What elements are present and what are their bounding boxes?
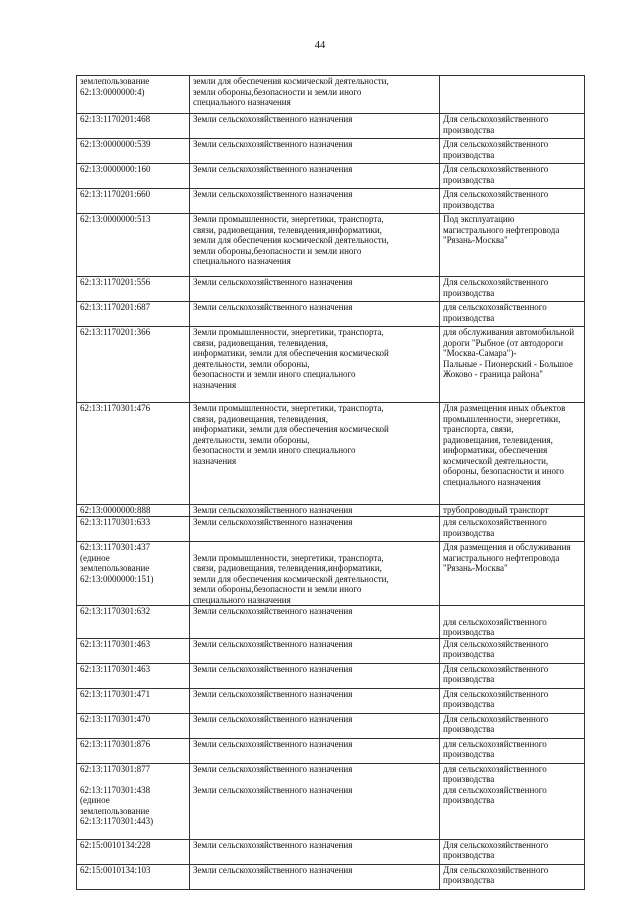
cadastral-number-cell: 62:15:0010134:228 xyxy=(77,839,190,864)
table-row xyxy=(77,164,585,189)
table-row xyxy=(77,505,585,517)
permitted-use-cell: Для размещения и обслуживания магистрального нефтепровода "Рязань-Москва" xyxy=(440,542,585,606)
land-category-cell: Земли сельскохозяйственного назначения xyxy=(190,864,440,889)
cadastral-number-cell: 62:13:1170201:468 xyxy=(77,114,190,139)
land-category-cell: Земли сельскохозяйственного назначения xyxy=(190,638,440,663)
land-category-cell: Земли сельскохозяйственного назначения xyxy=(190,606,440,639)
cadastral-number-cell: 62:13:1170301:632 xyxy=(77,606,190,639)
permitted-use-cell: для сельскохозяйственного производства xyxy=(440,302,585,327)
land-category-cell: Земли сельскохозяйственного назначения xyxy=(190,277,440,302)
permitted-use-cell: трубопроводный транспорт xyxy=(440,505,585,517)
cadastral-number-cell: 62:13:1170301:470 xyxy=(77,713,190,738)
table-row xyxy=(77,517,585,542)
permitted-use-cell: Для сельскохозяйственного производства xyxy=(440,114,585,139)
table-row xyxy=(77,403,585,505)
permitted-use-cell: Для сельскохозяйственного производства xyxy=(440,688,585,713)
permitted-use-cell: Под эксплуатацию магистрального нефтепровода "Рязань-Москва" xyxy=(440,214,585,277)
permitted-use-cell: Для сельскохозяйственного производства xyxy=(440,839,585,864)
permitted-use-cell: Для сельскохозяйственного производства xyxy=(440,164,585,189)
cadastral-number-cell: 62:13:1170301:463 xyxy=(77,663,190,688)
permitted-use-cell: Для сельскохозяйственного производства xyxy=(440,713,585,738)
cadastral-number-cell: 62:13:1170301:877 62:13:1170301:438 (единое землепользование 62:13:1170301:443) xyxy=(77,763,190,839)
land-category-cell: земли для обеспечения космической деятельности, земли обороны,безопасности и земли иного специального назначения xyxy=(190,76,440,114)
cadastral-number-cell: 62:13:0000000:888 xyxy=(77,505,190,517)
cadastral-number-cell: 62:13:0000000:539 xyxy=(77,139,190,164)
cadastral-number-cell: 62:13:1170301:476 xyxy=(77,403,190,505)
table-row xyxy=(77,663,585,688)
table-row xyxy=(77,713,585,738)
permitted-use-cell: Для сельскохозяйственного производства xyxy=(440,864,585,889)
land-category-cell: Земли сельскохозяйственного назначения xyxy=(190,663,440,688)
table-row xyxy=(77,688,585,713)
permitted-use-cell: для сельскохозяйственного производства xyxy=(440,738,585,763)
permitted-use-cell: для обслуживания автомобильной дороги "Рыбное (от автодороги "Москва-Самара")- Пальные - Пионерский - Большое Жоково - граница района" xyxy=(440,327,585,403)
permitted-use-cell: Для сельскохозяйственного производства xyxy=(440,277,585,302)
cadastral-number-cell: 62:13:1170301:876 xyxy=(77,738,190,763)
table-row xyxy=(77,327,585,403)
land-category-cell: Земли сельскохозяйственного назначения xyxy=(190,139,440,164)
land-category-cell: Земли сельскохозяйственного назначения xyxy=(190,738,440,763)
land-category-cell: Земли сельскохозяйственного назначения xyxy=(190,688,440,713)
table-row xyxy=(77,606,585,639)
table-row xyxy=(77,189,585,214)
table-row xyxy=(77,638,585,663)
land-category-cell: Земли промышленности, энергетики, транспорта, связи, радиовещания, телевидения,информатики, земли для обеспечения космической деятельности, земли обороны,безопасности и земли иного специального назначения xyxy=(190,542,440,606)
land-category-cell: Земли сельскохозяйственного назначения xyxy=(190,114,440,139)
land-category-cell: Земли промышленности, энергетики, транспорта, связи, радиовещания, телевидения, информатики, земли для обеспечения космической деятельности, земли обороны, безопасности и земли иного специального назначения xyxy=(190,327,440,403)
cadastral-number-cell: 62:13:1170201:660 xyxy=(77,189,190,214)
cadastral-number-cell: 62:13:1170301:471 xyxy=(77,688,190,713)
permitted-use-cell: Для размещения иных объектов промышленности, энергетики, транспорта, связи, радиовещания, телевидения, информатики, обеспечения космической деятельности, обороны, безопасности и иного специального назначения xyxy=(440,403,585,505)
cadastral-number-cell: 62:13:0000000:513 xyxy=(77,214,190,277)
table-row xyxy=(77,542,585,606)
cadastral-number-cell: 62:13:1170301:437 (единое землепользование 62:13:0000000:151) xyxy=(77,542,190,606)
table-row xyxy=(77,839,585,864)
land-category-cell: Земли сельскохозяйственного назначения xyxy=(190,839,440,864)
land-category-cell: Земли сельскохозяйственного назначения xyxy=(190,189,440,214)
table-body xyxy=(77,76,585,890)
cadastral-number-cell: 62:13:1170201:556 xyxy=(77,277,190,302)
cadastral-number-cell: 62:15:0010134:103 xyxy=(77,864,190,889)
permitted-use-cell: Для сельскохозяйственного производства xyxy=(440,139,585,164)
table-row xyxy=(77,302,585,327)
land-category-cell: Земли сельскохозяйственного назначения xyxy=(190,713,440,738)
permitted-use-cell xyxy=(440,76,585,114)
land-category-cell: Земли сельскохозяйственного назначения xyxy=(190,164,440,189)
land-category-cell: Земли сельскохозяйственного назначения Земли сельскохозяйственного назначения xyxy=(190,763,440,839)
permitted-use-cell: для сельскохозяйственного производства xyxy=(440,606,585,639)
land-category-cell: Земли сельскохозяйственного назначения xyxy=(190,505,440,517)
table-row xyxy=(77,114,585,139)
permitted-use-cell: для сельскохозяйственного производства для сельскохозяйственного производства xyxy=(440,763,585,839)
table-row xyxy=(77,763,585,839)
table-row xyxy=(77,76,585,114)
cadastral-number-cell: 62:13:1170201:687 xyxy=(77,302,190,327)
cadastral-number-cell: 62:13:0000000:160 xyxy=(77,164,190,189)
land-plots-table xyxy=(76,75,585,890)
permitted-use-cell: Для сельскохозяйственного производства xyxy=(440,638,585,663)
land-category-cell: Земли промышленности, энергетики, транспорта, связи, радиовещания, телевидения,информатики, земли для обеспечения космической деятельности, земли обороны,безопасности и земли иного специального назначения xyxy=(190,214,440,277)
cadastral-number-cell: 62:13:1170301:633 xyxy=(77,517,190,542)
page-number: 44 xyxy=(314,40,326,51)
table-row xyxy=(77,864,585,889)
table-row xyxy=(77,277,585,302)
cadastral-number-cell: 62:13:1170201:366 xyxy=(77,327,190,403)
permitted-use-cell: Для сельскохозяйственного производства xyxy=(440,189,585,214)
table-row xyxy=(77,214,585,277)
table-row xyxy=(77,139,585,164)
permitted-use-cell: Для сельскохозяйственного производства xyxy=(440,663,585,688)
land-category-cell: Земли сельскохозяйственного назначения xyxy=(190,517,440,542)
land-category-cell: Земли сельскохозяйственного назначения xyxy=(190,302,440,327)
land-category-cell: Земли промышленности, энергетики, транспорта, связи, радиовещания, телевидения, информатики, земли для обеспечения космической деятельности, земли обороны, безопасности и земли иного специального назначения xyxy=(190,403,440,505)
cadastral-number-cell: землепользование 62:13:0000000:4) xyxy=(77,76,190,114)
table-row xyxy=(77,738,585,763)
permitted-use-cell: для сельскохозяйственного производства xyxy=(440,517,585,542)
cadastral-number-cell: 62:13:1170301:463 xyxy=(77,638,190,663)
